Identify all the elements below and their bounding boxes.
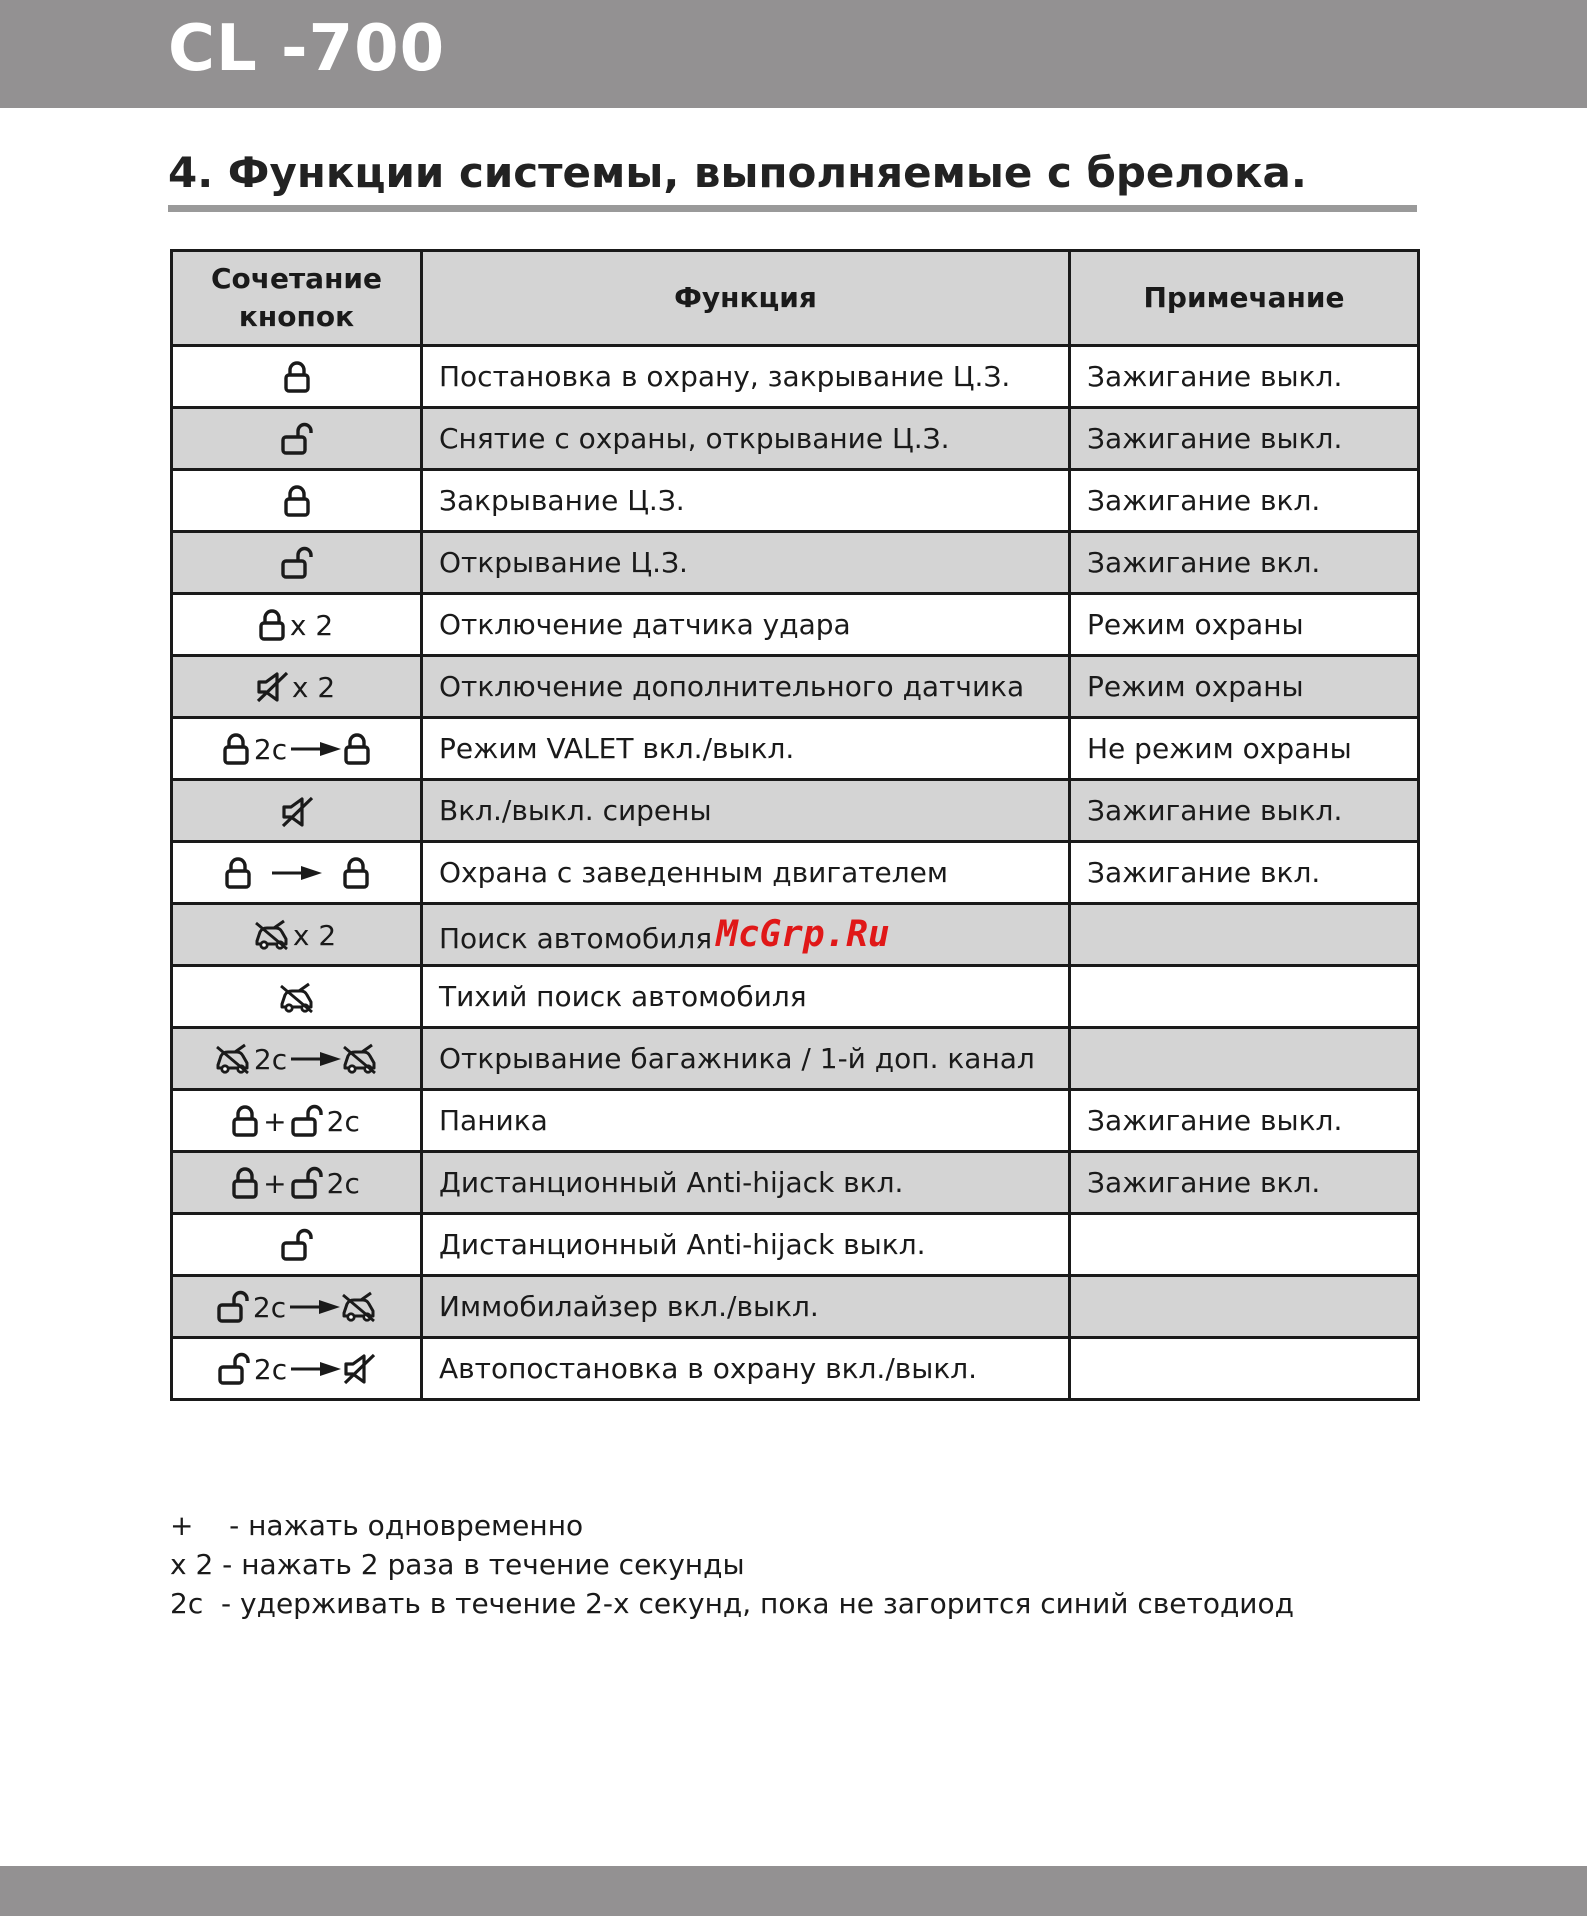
combo-modifier: 2с: [253, 1352, 288, 1386]
plus-symbol: +: [263, 1166, 287, 1200]
note-cell: Режим охраны: [1070, 594, 1419, 656]
table-row: [172, 966, 1419, 1028]
button-combo-cell: [172, 904, 422, 966]
function-cell: [422, 470, 1070, 532]
car-trunk-icon: [342, 1043, 378, 1075]
car-trunk-icon: [215, 1043, 251, 1075]
note-cell: Зажигание вкл.: [1070, 842, 1419, 904]
lock-closed-icon: [342, 732, 372, 766]
table-row: [172, 1152, 1419, 1214]
lock-closed-icon: [221, 732, 251, 766]
lock-open-icon: [290, 1166, 324, 1200]
note-cell: Зажигание выкл.: [1070, 346, 1419, 408]
function-text: Охрана с заведенным двигателем: [439, 856, 949, 889]
combo-modifier: 2с: [326, 1104, 360, 1138]
button-combo-cell: [172, 408, 422, 470]
note-cell: [1070, 1028, 1419, 1090]
button-combo-cell: [172, 1338, 422, 1400]
function-text: Автопостановка в охрану вкл./выкл.: [439, 1352, 978, 1385]
watermark-text: McGrp.Ru: [716, 914, 890, 955]
combo-modifier: x 2: [289, 608, 334, 642]
button-combo-cell: [172, 718, 422, 780]
car-trunk-icon: [279, 982, 315, 1014]
note-cell: Зажигание выкл.: [1070, 408, 1419, 470]
button-combo-cell: [172, 1276, 422, 1338]
function-cell: [422, 966, 1070, 1028]
title-underline: [168, 205, 1417, 212]
function-cell: [422, 656, 1070, 718]
function-cell: [422, 1338, 1070, 1400]
note-cell: Зажигание вкл.: [1070, 1152, 1419, 1214]
function-text: Закрывание Ц.З.: [439, 484, 685, 517]
button-combo-cell: [172, 532, 422, 594]
plus-symbol: +: [263, 1104, 287, 1138]
lock-closed-icon: [230, 1166, 260, 1200]
button-combo-cell: [172, 470, 422, 532]
column-header-function: Функция: [422, 251, 1070, 346]
button-combo-cell: [172, 780, 422, 842]
car-trunk-icon: [341, 1291, 377, 1323]
note-cell: Зажигание выкл.: [1070, 1090, 1419, 1152]
table-row: [172, 532, 1419, 594]
column-header-combo: Сочетание кнопок: [172, 251, 422, 346]
note-cell: [1070, 1214, 1419, 1276]
bottom-banner: [0, 1866, 1587, 1916]
lock-open-icon: [280, 546, 314, 580]
arrow-right-icon: [290, 1360, 342, 1378]
note-cell: Не режим охраны: [1070, 718, 1419, 780]
legend-line: x 2 - нажать 2 раза в течение секунды: [170, 1548, 745, 1581]
speaker-muted-icon: [342, 1353, 376, 1385]
combo-modifier: 2с: [253, 732, 288, 766]
note-cell: Зажигание выкл.: [1070, 780, 1419, 842]
lock-open-icon: [290, 1104, 324, 1138]
combo-modifier: 2с: [252, 1290, 287, 1324]
function-cell: [422, 1028, 1070, 1090]
brand-title: CL -700: [168, 12, 446, 86]
function-text: Открывание багажника / 1-й доп. канал: [439, 1042, 1035, 1075]
lock-open-icon: [280, 1228, 314, 1262]
table-row: [172, 1214, 1419, 1276]
lock-closed-icon: [282, 484, 312, 518]
combo-modifier: x 2: [291, 670, 336, 704]
table-row: [172, 1276, 1419, 1338]
table-row: [172, 656, 1419, 718]
lock-open-icon: [217, 1352, 251, 1386]
function-text: Иммобилайзер вкл./выкл.: [439, 1290, 819, 1323]
note-cell: Зажигание вкл.: [1070, 532, 1419, 594]
function-text: Поиск автомобиля: [439, 922, 713, 955]
function-text: Дистанционный Anti-hijack вкл.: [439, 1166, 904, 1199]
arrow-right-icon: [289, 1298, 341, 1316]
note-cell: [1070, 1276, 1419, 1338]
function-cell: [422, 842, 1070, 904]
table-row: [172, 1028, 1419, 1090]
table-row: [172, 842, 1419, 904]
note-cell: Режим охраны: [1070, 656, 1419, 718]
function-cell: [422, 904, 1070, 966]
table-row: [172, 780, 1419, 842]
lock-open-icon: [280, 422, 314, 456]
note-cell: [1070, 1338, 1419, 1400]
legend: [170, 1506, 1294, 1623]
table-row: [172, 1338, 1419, 1400]
function-cell: [422, 1276, 1070, 1338]
speaker-muted-icon: [280, 796, 314, 828]
lock-closed-icon: [341, 856, 371, 890]
function-cell: [422, 1214, 1070, 1276]
car-trunk-icon: [254, 919, 290, 951]
function-cell: [422, 408, 1070, 470]
note-cell: [1070, 904, 1419, 966]
function-text: Постановка в охрану, закрывание Ц.З.: [439, 360, 1011, 393]
function-text: Режим VALET вкл./выкл.: [439, 732, 795, 765]
function-text: Открывание Ц.З.: [439, 546, 688, 579]
arrow-right-icon: [290, 1050, 342, 1068]
function-text: Дистанционный Anti-hijack выкл.: [439, 1228, 926, 1261]
column-header-note: Примечание: [1070, 251, 1419, 346]
arrow-right-icon: [271, 864, 323, 882]
lock-closed-icon: [223, 856, 253, 890]
table-row: [172, 346, 1419, 408]
legend-line: + - нажать одновременно: [170, 1509, 584, 1542]
table-header-row: [172, 251, 1419, 346]
speaker-muted-icon: [255, 671, 289, 703]
function-text: Отключение дополнительного датчика: [439, 670, 1025, 703]
button-combo-cell: [172, 966, 422, 1028]
top-banner: [0, 0, 1587, 108]
table-row: [172, 470, 1419, 532]
function-text: Отключение датчика удара: [439, 608, 851, 641]
function-cell: [422, 1152, 1070, 1214]
button-combo-cell: [172, 656, 422, 718]
note-cell: [1070, 966, 1419, 1028]
function-text: Паника: [439, 1104, 548, 1137]
lock-closed-icon: [230, 1104, 260, 1138]
table-row: [172, 594, 1419, 656]
button-combo-cell: [172, 1152, 422, 1214]
function-cell: [422, 780, 1070, 842]
table-row: [172, 408, 1419, 470]
lock-open-icon: [216, 1290, 250, 1324]
legend-line: 2с - удерживать в течение 2-х секунд, пока не загорится синий светодиод: [170, 1587, 1294, 1620]
function-cell: [422, 718, 1070, 780]
function-text: Снятие с охраны, открывание Ц.З.: [439, 422, 950, 455]
button-combo-cell: [172, 842, 422, 904]
section-title: 4. Функции системы, выполняемые с брелока.: [168, 148, 1307, 197]
function-cell: [422, 1090, 1070, 1152]
button-combo-cell: [172, 1028, 422, 1090]
button-combo-cell: [172, 1214, 422, 1276]
button-combo-cell: [172, 346, 422, 408]
combo-modifier: 2с: [253, 1042, 288, 1076]
function-cell: [422, 594, 1070, 656]
function-text: Вкл./выкл. сирены: [439, 794, 712, 827]
lock-closed-icon: [257, 608, 287, 642]
note-cell: Зажигание вкл.: [1070, 470, 1419, 532]
function-text: Тихий поиск автомобиля: [439, 980, 807, 1013]
combo-modifier: 2с: [326, 1166, 360, 1200]
function-cell: [422, 532, 1070, 594]
combo-modifier: x 2: [292, 918, 337, 952]
button-combo-cell: [172, 1090, 422, 1152]
arrow-right-icon: [290, 740, 342, 758]
table-row: [172, 718, 1419, 780]
functions-table: [170, 249, 1420, 1401]
table-row: [172, 1090, 1419, 1152]
button-combo-cell: [172, 594, 422, 656]
function-cell: [422, 346, 1070, 408]
lock-closed-icon: [282, 360, 312, 394]
table-row: [172, 904, 1419, 966]
